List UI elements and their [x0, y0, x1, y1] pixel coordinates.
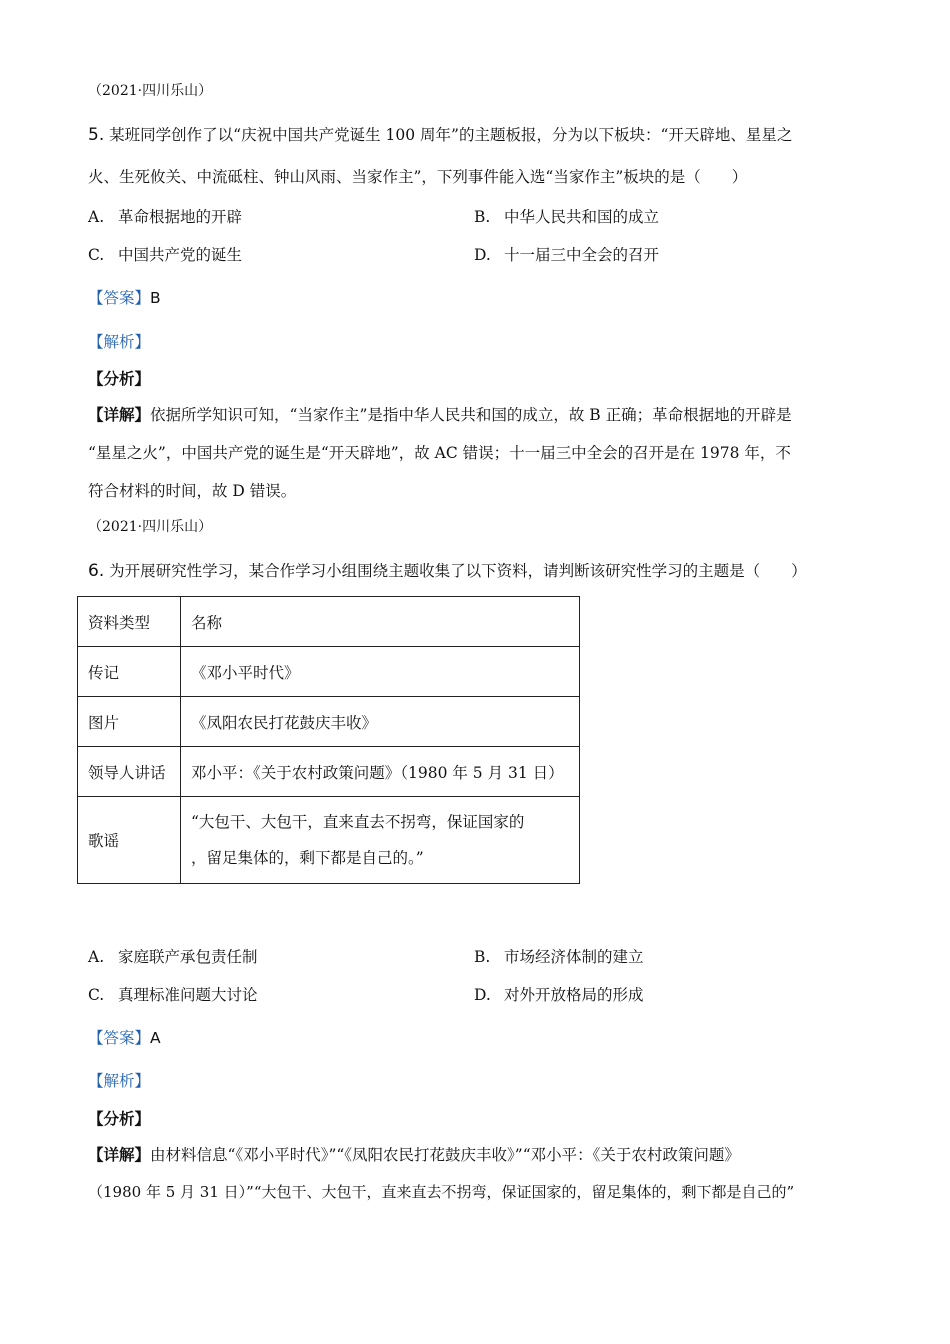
option-text: 革命根据地的开辟 — [118, 208, 243, 226]
q5-answer — [88, 286, 161, 308]
q5-option-c — [88, 243, 242, 265]
option-text: 对外开放格局的形成 — [504, 986, 644, 1004]
q6-fenxi-tag: 【分析】 — [88, 1109, 151, 1128]
q6-option-a — [88, 945, 258, 967]
q5-detail-line3: 符合材料的时间，故 D 错误。 — [88, 482, 297, 500]
answer-value: A — [150, 1029, 161, 1047]
option-letter: C. — [88, 246, 105, 264]
q6-answer — [88, 1026, 161, 1048]
table-cell-name: 《凤阳农民打花鼓庆丰收》 — [181, 697, 580, 747]
q5-stem-line2: 火、生死攸关、中流砥柱、钟山风雨、当家作主”，下列事件能入选“当家作主”板块的是（ ） — [88, 168, 748, 186]
option-letter: D. — [474, 246, 491, 264]
q5-stem-line1: 某班同学创作了以“庆祝中国共产党诞生 100 周年”的主题板报，分为以下板块：“开天辟地、星星之 — [109, 126, 793, 144]
q5-source: （2021·四川乐山） — [88, 83, 213, 99]
q6-stem — [88, 552, 807, 590]
option-letter: D. — [474, 986, 491, 1004]
q5-detail — [88, 396, 792, 434]
option-text: 家庭联产承包责任制 — [118, 948, 258, 966]
detail-tag: 【详解】 — [88, 1145, 151, 1164]
q5-stem — [88, 116, 792, 154]
table-cell-name: 《邓小平时代》 — [181, 647, 580, 697]
table-row — [78, 647, 580, 697]
table-row — [78, 797, 580, 884]
song-line-1: “大包干、大包干，直来直去不拐弯，保证国家的 — [191, 813, 525, 831]
table-cell-type: 领导人讲话 — [78, 747, 181, 797]
q6-source: （2021·四川乐山） — [88, 519, 213, 535]
q5-option-a — [88, 205, 242, 227]
q6-detail — [88, 1136, 740, 1174]
table-row — [78, 697, 580, 747]
q5-option-d — [474, 243, 659, 265]
option-text: 中国共产党的诞生 — [118, 246, 243, 264]
option-text: 真理标准问题大讨论 — [118, 986, 258, 1004]
answer-tag: 【答案】 — [88, 289, 151, 307]
q5-detail-line1: 依据所学知识可知，“当家作主”是指中华人民共和国的成立，故 B 正确；革命根据地的开辟是 — [150, 406, 792, 424]
q6-analysis-tag: 【解析】 — [88, 1072, 151, 1090]
table-cell-type: 歌谣 — [78, 797, 181, 884]
q5-detail-line2: “星星之火”，中国共产党的诞生是“开天辟地”，故 AC 错误；十一届三中全会的召开是在 1978 年，不 — [88, 444, 791, 462]
option-text: 十一届三中全会的召开 — [504, 246, 660, 264]
q6-option-b — [474, 945, 644, 967]
q6-detail-line1: 由材料信息“《邓小平时代》”“《凤阳农民打花鼓庆丰收》”“邓小平：《关于农村政策问题》 — [150, 1146, 740, 1164]
option-letter: A. — [88, 948, 105, 966]
table-header-row — [78, 597, 580, 647]
q5-option-b — [474, 205, 659, 227]
material-table — [77, 596, 580, 884]
option-letter: A. — [88, 208, 105, 226]
q6-option-c — [88, 983, 258, 1005]
q5-fenxi-tag: 【分析】 — [88, 369, 151, 388]
table-cell-name — [181, 797, 580, 884]
answer-value: B — [150, 289, 161, 307]
q6-detail-line2: （1980 年 5 月 31 日）”“大包干、大包干，直来直去不拐弯，保证国家的，留足集体的，剩下都是自己的” — [88, 1183, 795, 1201]
table-header-type: 资料类型 — [78, 597, 181, 647]
option-text: 市场经济体制的建立 — [504, 948, 644, 966]
q5-analysis-tag: 【解析】 — [88, 333, 151, 351]
detail-tag: 【详解】 — [88, 405, 151, 424]
q5-number: 5. — [88, 125, 105, 145]
song-line-2: ，留足集体的，剩下都是自己的。” — [191, 849, 424, 867]
table-cell-name: 邓小平：《关于农村政策问题》（1980 年 5 月 31 日） — [181, 747, 580, 797]
q6-number: 6. — [88, 561, 105, 581]
table-cell-type: 传记 — [78, 647, 181, 697]
q6-option-d — [474, 983, 644, 1005]
table-header-name: 名称 — [181, 597, 580, 647]
option-letter: B. — [474, 948, 491, 966]
option-letter: C. — [88, 986, 105, 1004]
option-text: 中华人民共和国的成立 — [504, 208, 660, 226]
table-cell-type: 图片 — [78, 697, 181, 747]
answer-tag: 【答案】 — [88, 1029, 151, 1047]
option-letter: B. — [474, 208, 491, 226]
q6-stem-text: 为开展研究性学习，某合作学习小组围绕主题收集了以下资料，请判断该研究性学习的主题是（ ） — [109, 562, 807, 580]
table-row — [78, 747, 580, 797]
